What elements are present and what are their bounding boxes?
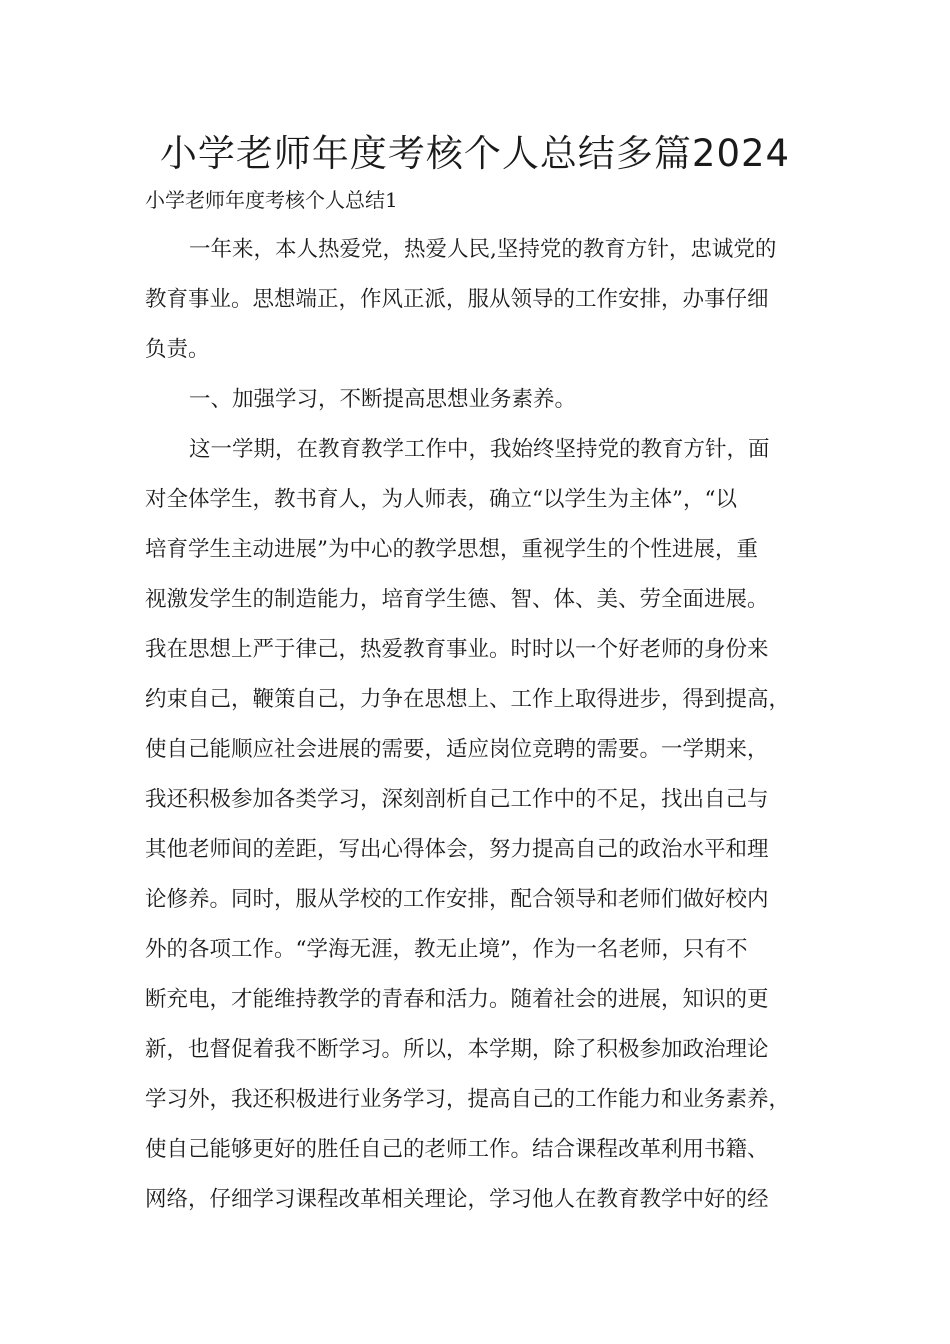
text-line: 一、加强学习，不断提高思想业务素养。 <box>189 387 577 412</box>
text-line: 我在思想上严于律己，热爱教育事业。时时以一个好老师的身份来 <box>145 637 769 662</box>
text-line: 视激发学生的制造能力，培育学生德、智、体、美、劳全面进展。 <box>145 587 769 612</box>
text-line: 一年来，本人热爱党，热爱人民,坚持党的教育方针，忠诚党的 <box>189 237 777 262</box>
text-line: 约束自己，鞭策自己，力争在思想上、工作上取得进步，得到提高， <box>145 687 791 712</box>
body-text <box>145 232 825 1232</box>
document-title: 小学老师年度考核个人总结多篇2024 <box>159 132 791 175</box>
text-line: 其他老师间的差距，写出心得体会，努力提高自己的政治水平和理 <box>145 837 769 862</box>
text-line: 教育事业。思想端正，作风正派，服从领导的工作安排，办事仔细 <box>145 287 769 312</box>
text-line: 负责。 <box>145 337 210 362</box>
text-line: 论修养。同时，服从学校的工作安排，配合领导和老师们做好校内 <box>145 887 769 912</box>
section-heading: 小学老师年度考核个人总结1 <box>145 188 398 212</box>
text-line: 这一学期，在教育教学工作中，我始终坚持党的教育方针，面 <box>189 437 770 462</box>
text-line: 外的各项工作。“学海无涯，教无止境”，作为一名老师，只有不 <box>145 937 748 962</box>
text-line: 网络，仔细学习课程改革相关理论，学习他人在教育教学中好的经 <box>145 1187 769 1212</box>
text-line: 培育学生主动进展”为中心的教学思想，重视学生的个性进展，重 <box>145 537 758 562</box>
text-line: 对全体学生，教书育人，为人师表，确立“以学生为主体”，“以 <box>145 487 737 512</box>
text-line: 学习外，我还积极进行业务学习，提高自己的工作能力和业务素养， <box>145 1087 791 1112</box>
text-line: 使自己能够更好的胜任自己的老师工作。结合课程改革利用书籍、 <box>145 1137 769 1162</box>
text-line: 使自己能顺应社会进展的需要，适应岗位竞聘的需要。一学期来， <box>145 737 769 762</box>
text-line: 新，也督促着我不断学习。所以，本学期，除了积极参加政治理论 <box>145 1037 769 1062</box>
text-line: 断充电，才能维持教学的青春和活力。随着社会的进展，知识的更 <box>145 987 769 1012</box>
text-line: 我还积极参加各类学习，深刻剖析自己工作中的不足，找出自己与 <box>145 787 769 812</box>
